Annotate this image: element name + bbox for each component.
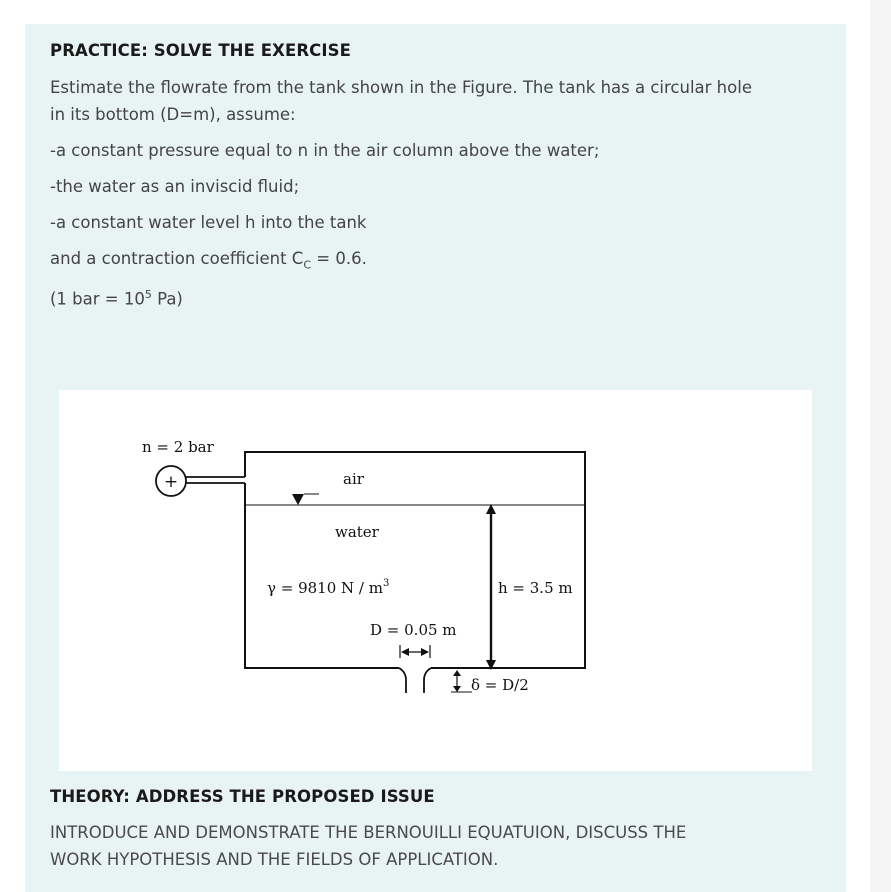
specific-weight-label: γ = 9810 N / $m^3$ <box>267 578 390 597</box>
diameter-arrow-right-icon <box>421 648 429 656</box>
diameter-label: D = 0.05 m <box>370 621 457 639</box>
assumption-inviscid: -the water as an inviscid fluid; <box>50 177 300 196</box>
delta-label: δ = D/2 <box>471 676 529 694</box>
theory-line-1: INTRODUCE AND DEMONSTRATE THE BERNOUILLI EQUATUION, DISCUSS THE <box>50 823 687 842</box>
water-level-icon <box>292 494 304 505</box>
assumption-pressure: -a constant pressure equal to n in the air column above the water; <box>50 141 600 160</box>
tank-figure <box>59 390 812 771</box>
nozzle-left <box>399 668 406 693</box>
delta-arrow-down-icon <box>453 686 461 692</box>
contraction-coefficient: and a contraction coefficient $C_C = 0.6$. <box>50 249 367 272</box>
delta-arrow-up-icon <box>453 670 461 676</box>
air-label: air <box>343 470 364 488</box>
theory-heading: THEORY: ADDRESS THE PROPOSED ISSUE <box>50 787 435 806</box>
height-label: h = 3.5 m <box>498 579 573 597</box>
tank-diagram <box>59 390 812 771</box>
intro-line-2: in its bottom (D=m), assume: <box>50 105 296 124</box>
theory-line-2: WORK HYPOTHESIS AND THE FIELDS OF APPLICATION. <box>50 850 499 869</box>
water-label: water <box>335 523 379 541</box>
pressure-label: n = 2 bar <box>142 438 214 456</box>
tank-wall-left <box>245 483 399 668</box>
assumption-level: -a constant water level h into the tank <box>50 213 367 232</box>
practice-heading: PRACTICE: SOLVE THE EXERCISE <box>50 41 351 60</box>
intro-line-1: Estimate the flowrate from the tank shown in the Figure. The tank has a circular hole <box>50 78 752 97</box>
nozzle-right <box>424 668 431 693</box>
scrollbar-track[interactable] <box>870 0 891 892</box>
plus-symbol: + <box>163 472 179 492</box>
diameter-arrow-left-icon <box>401 648 409 656</box>
unit-conversion: (1 bar = $10^5$ Pa) <box>50 288 183 309</box>
